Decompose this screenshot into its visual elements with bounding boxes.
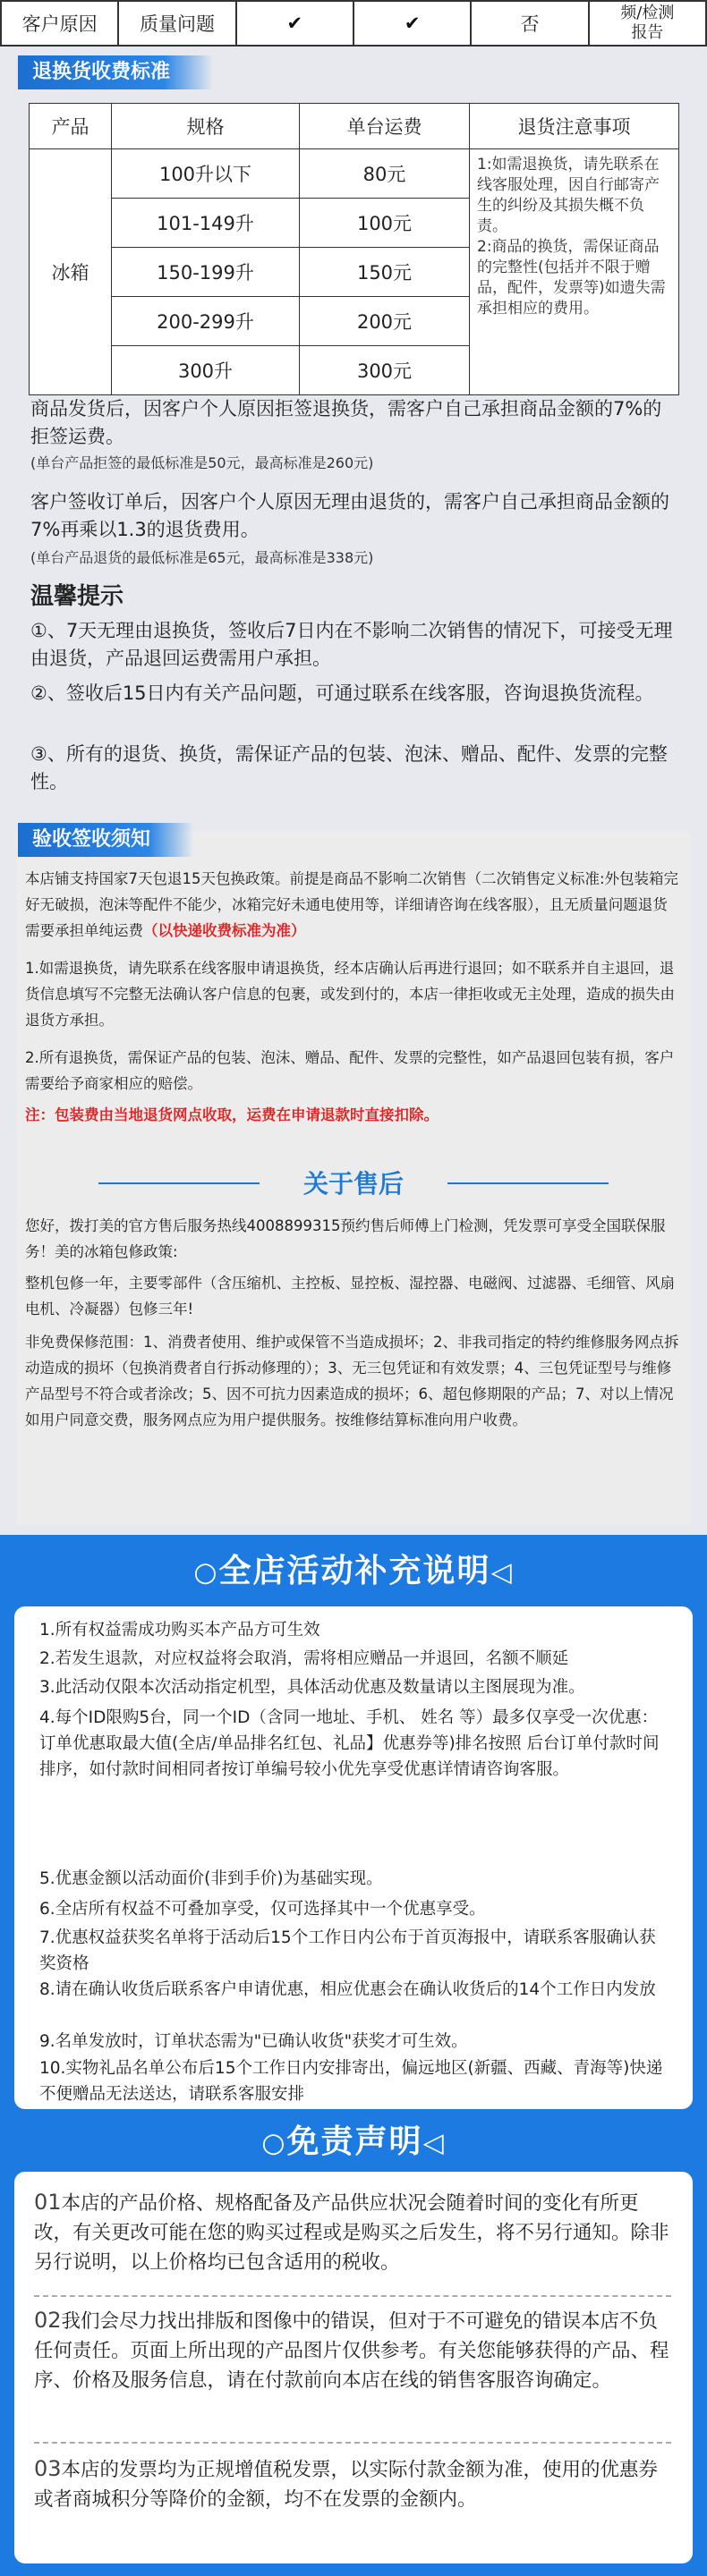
section-bar-return-fee: 退换货收费标准 xyxy=(18,55,213,89)
inspection-warning: 注：包装费由当地退货网点收取，运费在申请退款时直接扣除。 xyxy=(25,1106,439,1123)
triangle-icon: ◁ xyxy=(422,2127,446,2159)
spec-cell: 200-299升 xyxy=(112,297,300,346)
return-fee-limit: (单台产品退货的最低标准是65元，最高标准是338元) xyxy=(30,549,374,566)
disclaimer-number: 03 xyxy=(34,2456,62,2481)
campaign-item: 5.优惠金额以活动面价(非到手价)为基础实现。 xyxy=(39,1869,383,1888)
no-cell: 否 xyxy=(471,1,588,46)
policy-table-tail xyxy=(0,0,707,47)
section-bar-inspection: 验收签收须知 xyxy=(18,823,193,857)
spec-cell: 100升以下 xyxy=(112,149,300,199)
circle-icon: ○ xyxy=(193,1556,219,1589)
spec-cell: 300升 xyxy=(112,346,300,395)
fee-cell: 100元 xyxy=(300,199,470,248)
campaign-item: 6.全店所有权益不可叠加享受，仅可选择其中一个优惠享受。 xyxy=(39,1900,486,1919)
inspection-red-note: （以快递收费标准为准） xyxy=(143,922,306,939)
disclaimer-title xyxy=(0,2116,707,2162)
fee-cell: 80元 xyxy=(300,149,470,199)
return-fee-text: 客户签收订单后，因客户个人原因无理由退货的，需客户自己承担商品金额的7%再乘以1.3的退货费用。 xyxy=(30,491,669,540)
header-spec: 规格 xyxy=(112,104,300,149)
inspection-para: 1.如需退换货，请先联系在线客服申请退换货，经本店确认后再进行退回；如不联系并自主退回，退货信息填写不完整无法确认客户信息的包裹，或发到付的，本店一律拒收或无主处理，造成的损失由退货方承担。 xyxy=(25,960,675,1029)
disclaimer-item xyxy=(34,2188,671,2277)
header-notes: 退货注意事项 xyxy=(470,104,679,149)
disclaimer-number: 02 xyxy=(34,2308,62,2333)
disclaimer-text: 本店的产品价格、规格配备及产品供应状况会随着时间的变化有所更改，有关更改可能在您的购买过程或是购买之后发生，将不另行通知。除非另行说明，以上价格均已包含适用的税收。 xyxy=(34,2192,669,2274)
fee-cell: 200元 xyxy=(300,297,470,346)
campaign-item: 3.此活动仅限本次活动指定机型，具体活动优惠及数量请以主图展现为准。 xyxy=(39,1678,585,1697)
notes-cell: 1:如需退换货，请先联系在线客服处理，因自行邮寄产生的纠纷及其损失概不负责。 2:商品的换货，需保证商品的完整性(包括并不限于赠品，配件，发票等)如遗失需承担相应的费用。 xyxy=(470,149,679,395)
warm-tips-title: 温馨提示 xyxy=(30,583,124,610)
dashed-divider xyxy=(34,2295,671,2297)
check-icon: ✔ xyxy=(354,1,471,46)
after-sales-para: 非免费保修范围：1、消费者使用、维护或保管不当造成损坏；2、非我司指定的特约维修服务网点拆动造成的损坏（包换消费者自行拆动修理的）；3、无三包凭证和有效发票；4、三包凭证型号与维修产品型号不符合或者涂改；5、因不可抗力因素造成的损坏；6、超包修期限的产品；7、对以上情况如用户同意交费，服务网点应为用户提供服务。按维修结算标准向用户收费。 xyxy=(25,1334,679,1428)
spec-cell: 101-149升 xyxy=(112,199,300,248)
type-cell: 质量问题 xyxy=(118,1,235,46)
disclaimer-item xyxy=(34,2454,671,2514)
after-sales-para: 整机包修一年，主要零部件（含压缩机、主控板、显控板、湿控器、电磁阀、过滤器、毛细管、风扇电机、冷凝器）包修三年! xyxy=(25,1275,675,1318)
campaign-title-text: 全店活动补充说明 xyxy=(218,1553,491,1589)
campaign-item: 8.请在确认收货后联系客户申请优惠，相应优惠会在确认收货后的14个工作日内发放 xyxy=(39,1980,656,1999)
warm-tip-item: ①、7天无理由退换货，签收后7日内在不影响二次销售的情况下，可接受无理由退货，产品退回运费需用户承担。 xyxy=(30,620,673,669)
header-fee: 单台运费 xyxy=(300,104,470,149)
inspection-para xyxy=(25,866,682,944)
header-product: 产品 xyxy=(30,104,112,149)
campaign-item: 7.优惠权益获奖名单将于活动后15个工作日内公布于首页海报中，请联系客服确认获奖资格 xyxy=(39,1928,656,1973)
refuse-fee-text: 商品发货后，因客户个人原因拒签退换货，需客户自己承担商品金额的7%的拒签运费。 xyxy=(30,398,662,447)
warm-tip-item: ②、签收后15日内有关产品问题，可通过联系在线客服，咨询退换货流程。 xyxy=(30,682,654,704)
inspection-para: 2.所有退换货，需保证产品的包装、泡沫、赠品、配件、发票的完整性，如产品退回包装有损，客户需要给予商家相应的赔偿。 xyxy=(25,1049,675,1092)
product-cell: 冰箱 xyxy=(30,149,112,395)
circle-icon: ○ xyxy=(261,2127,287,2159)
triangle-icon: ◁ xyxy=(490,1556,514,1589)
campaign-item: 10.实物礼品名单公布后15个工作日内安排寄出，偏远地区(新疆、西藏、青海等)快递不便赠品无法送达，请联系客服安排 xyxy=(39,2059,663,2104)
campaign-title xyxy=(0,1546,707,1591)
campaign-item: 2.若发生退款，对应权益将会取消，需将相应赠品一并退回，名额不顺延 xyxy=(39,1649,569,1668)
check-icon: ✔ xyxy=(236,1,354,46)
inspection-text: 本店铺支持国家7天包退15天包换政策。前提是商品不影响二次销售（二次销售定义标准:外包装箱完好无破损，泡沫等配件不能少，冰箱完好未通电使用等，详细请咨询在线客服），且无质量问题退货需要承担单纯运费 xyxy=(25,870,679,939)
disclaimer-number: 01 xyxy=(34,2190,62,2215)
disclaimer-title-text: 免责声明 xyxy=(286,2123,423,2160)
campaign-item: 9.名单发放时，订单状态需为"已确认收货"获奖才可生效。 xyxy=(39,2032,468,2051)
disclaimer-text: 本店的发票均为正规增值税发票，以实际付款金额为准，使用的优惠券或者商城积分等降价的金额，均不在发票的金额内。 xyxy=(34,2459,659,2511)
disclaimer-item xyxy=(34,2306,671,2395)
reason-cell: 客户原因 xyxy=(1,1,118,46)
after-sales-title: 关于售后 xyxy=(302,1169,404,1199)
fee-cell: 150元 xyxy=(300,248,470,297)
disclaimer-text: 我们会尽力找出排版和图像中的错误，但对于不可避免的错误本店不负任何责任。页面上所出现的产品图片仅供参考。有关您能够获得的产品、程序、价格及服务信息，请在付款前向本店在线的销售客服咨询确定。 xyxy=(34,2310,669,2392)
fee-cell: 300元 xyxy=(300,346,470,395)
report-cell: 频/检测 报告 xyxy=(589,1,706,46)
campaign-item: 4.每个ID限购5台，同一个ID（含同一地址、手机、 姓名 等）最多仅享受一次优惠：订单优惠取最大值(全店/单品排名红包、礼品】优惠券等)排名按照 后台订单付款时间排序，如付款时间相同者按订单编号较小优先享受优惠详情请咨询客服。 xyxy=(39,1708,660,1779)
warm-tip-item: ③、所有的退货、换货，需保证产品的包装、泡沫、赠品、配件、发票的完整性。 xyxy=(30,743,668,792)
campaign-item: 1.所有权益需成功购买本产品方可生效 xyxy=(39,1621,320,1640)
after-sales-para: 您好，拨打美的官方售后服务热线4008899315预约售后师傅上门检测，凭发票可享受全国联保服务！美的冰箱包修政策: xyxy=(25,1217,666,1260)
spec-cell: 150-199升 xyxy=(112,248,300,297)
dashed-divider xyxy=(34,2442,671,2444)
price-table xyxy=(29,103,678,395)
refuse-fee-limit: (单台产品拒签的最低标准是50元，最高标准是260元) xyxy=(30,454,374,471)
